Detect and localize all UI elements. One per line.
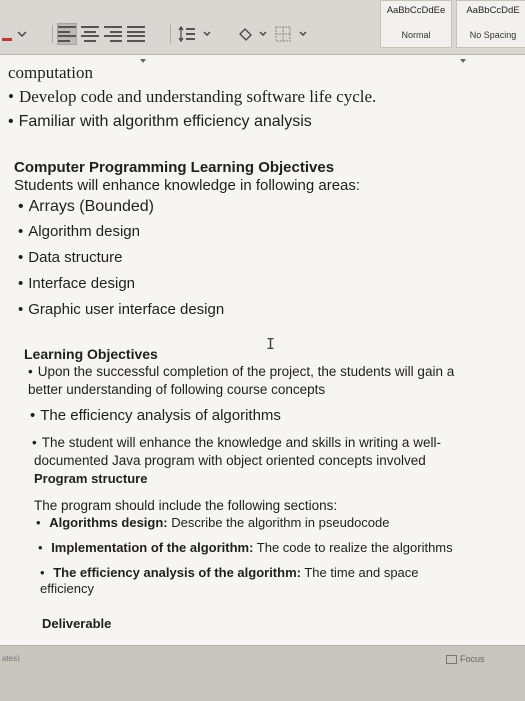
bullet-item: • Data structure	[18, 249, 122, 266]
section-heading: Computer Programming Learning Objectives	[14, 159, 335, 176]
bullet-label: Implementation of the algorithm:	[51, 540, 254, 555]
bullet-item: • The student will enhance the knowledge and skills in writing a well-	[32, 435, 441, 450]
paragraph: The program should include the following sections:	[34, 498, 338, 513]
font-color-dropdown[interactable]	[2, 22, 28, 46]
bullet-item	[40, 565, 419, 580]
bullet-text: The code to realize the algorithms	[253, 540, 453, 555]
bullet-continuation: documented Java program with object oriented concepts involved	[34, 453, 426, 468]
borders-icon	[274, 25, 314, 43]
chevron-down-icon	[2, 25, 28, 43]
bullet-item: • The efficiency analysis of algorithms	[30, 407, 281, 424]
text-cursor-icon: I	[266, 335, 276, 353]
bullet-label: Algorithms design:	[49, 515, 168, 530]
shading-button[interactable]	[236, 22, 272, 46]
style-preview: AaBbCcDdEe	[386, 5, 446, 16]
line-spacing-button[interactable]	[178, 22, 214, 46]
line-spacing-icon	[178, 25, 214, 43]
paragraph: computation	[8, 63, 93, 82]
bullet-item	[36, 515, 390, 530]
section-heading: Program structure	[34, 471, 148, 486]
toolbar-separator	[52, 25, 53, 43]
bullet-item: • Arrays (Bounded)	[18, 198, 154, 216]
bullet-item: • Familiar with algorithm efficiency analysis	[8, 113, 312, 131]
bullet-text: The time and space	[300, 565, 419, 580]
justify-button[interactable]	[127, 24, 145, 44]
borders-button[interactable]	[274, 22, 314, 46]
align-left-button[interactable]	[58, 24, 76, 44]
status-text: ates)	[2, 654, 20, 663]
ribbon-toolbar	[0, 0, 525, 55]
focus-mode-button[interactable]	[446, 654, 485, 664]
align-right-button[interactable]	[104, 24, 122, 44]
bullet-label: The efficiency analysis of the algorithm:	[53, 565, 301, 580]
document-page[interactable]	[0, 55, 525, 645]
focus-icon	[446, 655, 457, 664]
section-heading: Deliverable	[42, 616, 112, 631]
alignment-group	[58, 22, 150, 46]
style-name: No Spacing	[469, 30, 517, 40]
align-center-button[interactable]	[81, 24, 99, 44]
bullet-item: • Graphic user interface design	[18, 301, 224, 318]
paint-bucket-icon	[236, 25, 272, 43]
bullet-continuation: efficiency	[40, 581, 94, 596]
bullet-item: • Develop code and understanding software life cycle.	[8, 87, 376, 107]
bullet-continuation: better understanding of following course concepts	[28, 382, 326, 397]
status-bar	[0, 645, 525, 701]
style-preview: AaBbCcDdE	[466, 5, 520, 16]
style-normal[interactable]	[380, 0, 452, 48]
bullet-item: • Algorithm design	[18, 223, 140, 240]
style-no-spacing[interactable]	[456, 0, 525, 48]
style-name: Normal	[401, 30, 431, 40]
ruler-indent-marker[interactable]	[140, 59, 146, 63]
bullet-text: Describe the algorithm in pseudocode	[167, 515, 390, 530]
bullet-item	[38, 540, 453, 555]
paragraph: Students will enhance knowledge in following areas:	[14, 177, 361, 194]
bullet-item: • Interface design	[18, 275, 135, 292]
focus-label: Focus	[460, 654, 485, 664]
bullet-item: • Upon the successful completion of the project, the students will gain a	[28, 364, 454, 379]
ruler-indent-marker[interactable]	[460, 59, 466, 63]
section-heading: Learning Objectives	[24, 346, 158, 362]
toolbar-separator	[170, 25, 171, 43]
